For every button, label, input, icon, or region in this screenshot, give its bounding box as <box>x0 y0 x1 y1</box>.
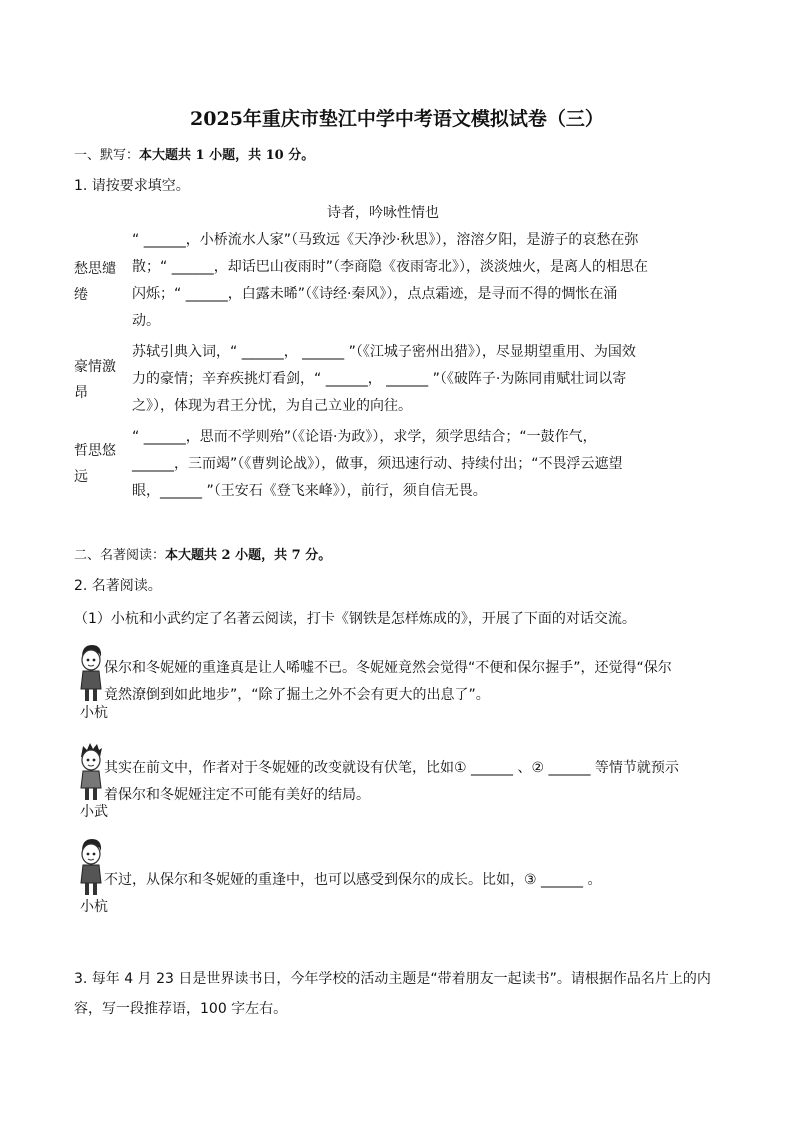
cartoon-boy-icon <box>78 837 104 899</box>
fill-line: 力的豪情；辛弃疾挑灯看剑，“ ______， ______ ”（《破阵子·为陈同甫赋壮词以寄 <box>132 371 627 387</box>
question-3-line: 容，写一段推荐语，100 字左右。 <box>74 1001 288 1017</box>
fill-line: “ ______，思而不学则殆”（《论语·为政》），求学，须学思结合；“一鼓作气， <box>132 429 597 445</box>
section-1-label: 一、默写： <box>74 148 140 163</box>
category-label: 哲思悠远 <box>74 443 116 485</box>
fill-line: 眼，______ ”（王安石《登飞来峰》），前行，须自信无畏。 <box>132 483 487 499</box>
section-2-label: 二、名著阅读： <box>74 548 166 563</box>
avatar <box>78 837 108 915</box>
dialog-line: 其实在前文中，作者对于冬妮娅的改变就设有伏笔，比如① ______ 、② ______ 等情节就预示 <box>104 760 679 776</box>
fill-line: 动。 <box>132 313 160 329</box>
section-1-desc: 本大题共 1 小题，共 10 分。 <box>139 148 315 163</box>
category-label: 愁思缱绻 <box>74 261 116 303</box>
page-title: 2025年重庆市垫江中学中考语文模拟试卷（三） <box>190 108 604 130</box>
question-1-theme: 诗者，吟咏性情也 <box>327 205 439 221</box>
fill-line: “ ______，小桥流水人家”（马致远《天净沙·秋思》），溶溶夕阳，是游子的哀愁在弥 <box>132 232 639 248</box>
avatar <box>78 742 108 820</box>
dialog-line: 不过，从保尔和冬妮娅的重逢中，也可以感受到保尔的成长。比如，③ ______ 。 <box>104 872 602 888</box>
dialog-line: 着保尔和冬妮娅注定不可能有美好的结局。 <box>104 787 370 803</box>
fill-line: 散；“ ______，却话巴山夜雨时”（李商隐《夜雨寄北》），淡淡烛火，是离人的相思在 <box>132 259 648 275</box>
dialog-line: 竟然潦倒到如此地步”，“除了掘土之外不会有更大的出息了”。 <box>104 687 490 703</box>
section-2-desc: 本大题共 2 小题，共 7 分。 <box>165 548 332 563</box>
speaker-name: 小杭 <box>80 899 108 915</box>
fill-line: ______，三而竭”（《曹刿论战》），做事，须迅速行动、持续付出；“不畏浮云遮望 <box>132 456 623 472</box>
speaker-name: 小杭 <box>80 705 108 721</box>
question-3-line: 3. 每年 4 月 23 日是世界读书日，今年学校的活动主题是“带着朋友一起读书”。请根据作品名片上的内 <box>74 971 711 987</box>
avatar <box>78 643 108 721</box>
fill-line: 闪烁；“ ______，白露未晞”（《诗经·秦风》），点点霜迹，是寻而不得的惆怅在涌 <box>132 286 618 302</box>
fill-line: 之》），体现为君王分忧，为自己立业的向往。 <box>132 398 412 414</box>
cartoon-boy-icon <box>78 643 104 705</box>
dialog-line: 保尔和冬妮娅的重逢真是让人唏嘘不已。冬妮娅竟然会觉得“不便和保尔握手”，还觉得“保尔 <box>104 660 672 676</box>
cartoon-boy-icon <box>78 742 104 804</box>
question-1-prompt: 1. 请按要求填空。 <box>74 178 190 194</box>
section-1-heading <box>74 146 314 166</box>
section-2-heading <box>74 546 331 566</box>
category-label: 豪情激昂 <box>74 359 116 401</box>
fill-line: 苏轼引典入词，“ ______， ______ ”（《江城子密州出猎》），尽显期望重用、为国效 <box>132 344 636 360</box>
question-2-prompt: 2. 名著阅读。 <box>74 578 162 594</box>
speaker-name: 小武 <box>80 804 108 820</box>
question-2-sub1: （1）小杭和小武约定了名著云阅读，打卡《钢铁是怎样炼成的》，开展了下面的对话交流。 <box>74 611 636 627</box>
